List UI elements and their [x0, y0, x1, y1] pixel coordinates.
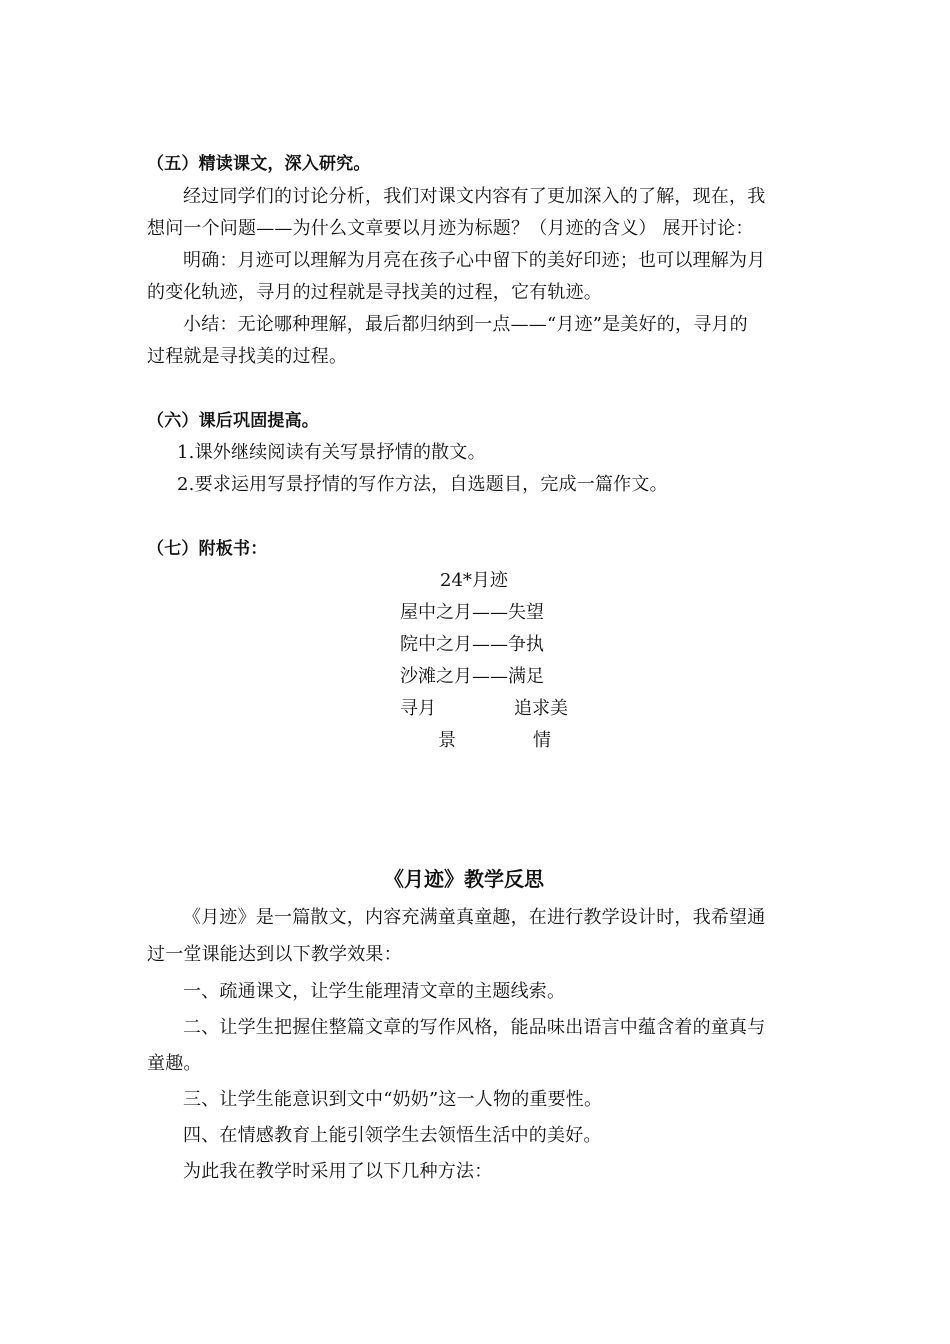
reflection-intro-line2: 过一堂课能达到以下教学效果：	[147, 944, 402, 965]
section5-para1-line1: 经过同学们的讨论分析，我们对课文内容有了更加深入的了解，现在，我	[183, 186, 766, 207]
section5-para1-line2: 想问一个问题——为什么文章要以月迹为标题？（月迹的含义） 展开讨论：	[147, 218, 754, 239]
board-row4-left: 寻月	[400, 698, 436, 719]
board-title: 24*月迹	[440, 570, 508, 591]
reflection-method-intro: 为此我在教学时采用了以下几种方法：	[183, 1161, 493, 1182]
reflection-goal2-line2: 童趣。	[147, 1053, 202, 1074]
reflection-title: 《月迹》教学反思	[384, 867, 544, 891]
section6-item1: 1.课外继续阅读有关写景抒情的散文。	[177, 442, 486, 463]
section6-heading: （六）课后巩固提高。	[147, 411, 319, 431]
board-row-yard-moon: 院中之月——争执	[400, 634, 544, 655]
board-row-house-moon: 屋中之月——失望	[400, 602, 544, 623]
reflection-goal2-line1: 二、让学生把握住整篇文章的写作风格，能品味出语言中蕴含着的童真与	[183, 1017, 766, 1038]
section5-para2-line1: 明确：月迹可以理解为月亮在孩子心中留下的美好印迹；也可以理解为月	[183, 250, 766, 271]
board-row-beach-moon: 沙滩之月——满足	[400, 666, 544, 687]
section7-heading: （七）附板书：	[147, 539, 268, 559]
section5-para3-line2: 过程就是寻找美的过程。	[147, 346, 348, 367]
section6-item2: 2.要求运用写景抒情的写作方法，自选题目，完成一篇作文。	[177, 474, 668, 495]
board-row4-right: 追求美	[514, 698, 568, 719]
reflection-goal3: 三、让学生能意识到文中“奶奶”这一人物的重要性。	[183, 1089, 603, 1110]
section5-heading: （五）精读课文，深入研究。	[147, 154, 371, 174]
section5-para3-line1: 小结：无论哪种理解，最后都归纳到一点——“月迹”是美好的，寻月的	[183, 314, 748, 335]
reflection-goal4: 四、在情感教育上能引领学生去领悟生活中的美好。	[183, 1125, 602, 1146]
board-row5-left: 景	[438, 730, 456, 751]
reflection-goal1: 一、疏通课文，让学生能理清文章的主题线索。	[183, 981, 566, 1002]
section5-para2-line2: 的变化轨迹，寻月的过程就是寻找美的过程，它有轨迹。	[147, 282, 602, 303]
board-row5-right: 情	[533, 730, 551, 751]
reflection-intro-line1: 《月迹》是一篇散文，内容充满童真童趣，在进行教学设计时，我希望通	[183, 907, 766, 928]
